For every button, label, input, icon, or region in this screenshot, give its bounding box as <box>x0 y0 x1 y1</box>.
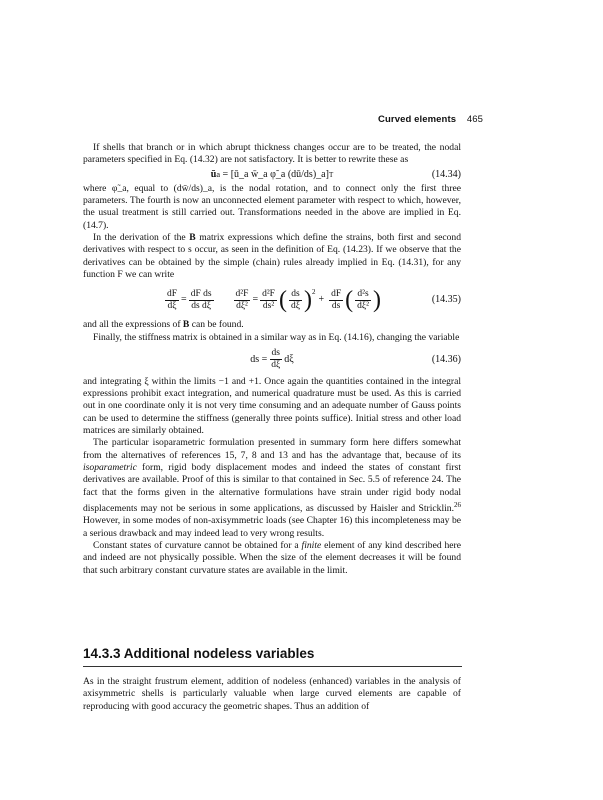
heading-rule <box>83 666 462 667</box>
section-heading: 14.3.3 Additional nodeless variables <box>83 646 315 661</box>
eq-lhs: ds = <box>250 353 268 365</box>
numerator: d²F <box>262 288 275 299</box>
equation-14-34 <box>83 169 461 181</box>
fraction <box>269 348 282 371</box>
equation-14-35 <box>83 283 461 317</box>
text-run-bold: B <box>189 232 196 244</box>
text-run: can be found. <box>189 319 244 331</box>
eq-equals: = <box>220 168 231 180</box>
denominator: dξ <box>290 300 300 311</box>
denominator: ds dξ <box>191 300 212 311</box>
eq-transpose: T <box>328 170 334 179</box>
text-run-italic: isoparametric <box>83 461 137 473</box>
left-paren: ( <box>345 287 354 314</box>
numerator: ds <box>291 288 300 299</box>
plus-sign: + <box>318 294 325 306</box>
text-run: Constant states of curvature cannot be obtained for a <box>93 539 302 551</box>
fraction <box>165 289 179 312</box>
paragraph <box>83 232 461 281</box>
paragraph <box>83 437 461 540</box>
fraction <box>329 289 343 312</box>
text-run: The particular isoparametric formulation presented in summary form here differs somewhat from the alternatives of references 15, 7, 8 and 13 and has the advantage that, because of its <box>83 437 461 461</box>
fraction <box>260 289 277 312</box>
page-number: 465 <box>466 114 483 125</box>
fraction <box>289 289 302 312</box>
denominator: dξ² <box>357 300 369 311</box>
numerator: dF ds <box>190 288 212 299</box>
fraction <box>189 289 214 312</box>
paragraph: As in the straight frustrum element, addition of nodeless (enhanced) variables in the analysis of axisymmetric shells is particularly valuable when large curved elements are capable of reproducing with good accuracy the geometric shapes. Thus an addition of <box>83 676 461 712</box>
text-run: However, in some modes of non-axisymmetric loads (see Chapter 16) this incompleteness may be a serious drawback and may indeed lead to very wrong results. <box>83 515 461 539</box>
paragraph <box>83 540 461 577</box>
running-head <box>378 114 483 125</box>
right-paren: ) <box>303 287 312 314</box>
right-paren: ) <box>373 287 381 314</box>
eq-vector: [ū_a w̄_a φ̃_a (dū/ds)_a] <box>230 168 329 180</box>
text-run: and all the expressions of <box>83 319 183 331</box>
paragraph: where φ̃_a, equal to (dw̄/ds)_a, is the nodal rotation, and to connect only the first three parameters. The fourth is now an unconnected element parameter with respect to which, however, the usual treatment is still carried out. Transformations needed in the above are implied in Eq. (14.7). <box>83 182 461 231</box>
denominator: dξ <box>167 300 177 311</box>
numerator: ds <box>271 348 280 359</box>
numerator: dF <box>167 288 178 299</box>
denominator: dξ <box>271 360 281 371</box>
text-run: matrix expressions which define the strains, both first and second derivatives with respect to s occur, as seen in the definition of Eq. (14.23). If we observe that the derivatives can be obtained by the simple (chain) rules already implied in Eq. (14.31), for any function F we can write <box>83 232 461 280</box>
denominator: ds <box>331 300 341 311</box>
eq-lhs-sub: a <box>216 169 221 179</box>
text-run: element of any kind described here and indeed are not physically possible. When the size of the element decreases it will be found that such arbitrary constant curvature states are available in the limit. <box>83 539 461 576</box>
equation-number: (14.35) <box>431 294 461 306</box>
numerator: d²F <box>235 288 249 299</box>
eq-lhs: ū <box>210 168 217 180</box>
left-paren: ( <box>278 287 287 314</box>
section-title: Curved elements <box>378 114 457 125</box>
body-text <box>83 142 461 577</box>
paragraph <box>83 319 461 331</box>
fraction <box>234 289 251 312</box>
denominator: dξ² <box>236 300 248 311</box>
reference-superscript: 26 <box>454 500 461 509</box>
denominator: ds² <box>262 300 275 311</box>
equation-number: (14.34) <box>431 168 461 180</box>
eq-equals: = <box>181 294 187 306</box>
numerator: dF <box>331 288 342 299</box>
paragraph: Finally, the stiffness matrix is obtained in a similar way as in Eq. (14.16), changing the variable <box>93 331 460 343</box>
eq-rhs: dξ <box>284 353 294 365</box>
equation-number: (14.36) <box>431 353 461 365</box>
text-run-italic: finite <box>301 539 322 551</box>
equation-14-36 <box>83 346 461 374</box>
paragraph: If shells that branch or in which abrupt thickness changes occur are to be treated, the nodal parameters specified in Eq. (14.32) are not satisfactory. It is better to rewrite these as <box>83 142 461 166</box>
text-run-bold: B <box>182 319 190 331</box>
fraction <box>355 289 371 312</box>
exponent: 2 <box>311 288 316 297</box>
text-run: form, rigid body displacement modes and indeed the states of constant first derivatives are available. Proof of this is similar to that contained in Sec. 5.5 of reference 24. The fact that the forms given in the alternative formulations have strain under rigid body nodal displacements may not be serious in some applications, as discussed by Haisler and Stricklin. <box>83 461 461 515</box>
text-run: In the derivation of the <box>93 232 190 244</box>
paragraph: and integrating ξ within the limits −1 and +1. Once again the quantities contained in the integral expressions prohibit exact integration, and numerical quadrature must be used. As this is carried out in one coordinate only it is not very time consuming and an adequate number of Gauss points can be used to determine the stiffness (generally three points suffice). Initial stress and other load matrices are similarly obtained. <box>83 375 461 437</box>
numerator: d²s <box>357 288 369 299</box>
eq-equals: = <box>252 294 259 306</box>
